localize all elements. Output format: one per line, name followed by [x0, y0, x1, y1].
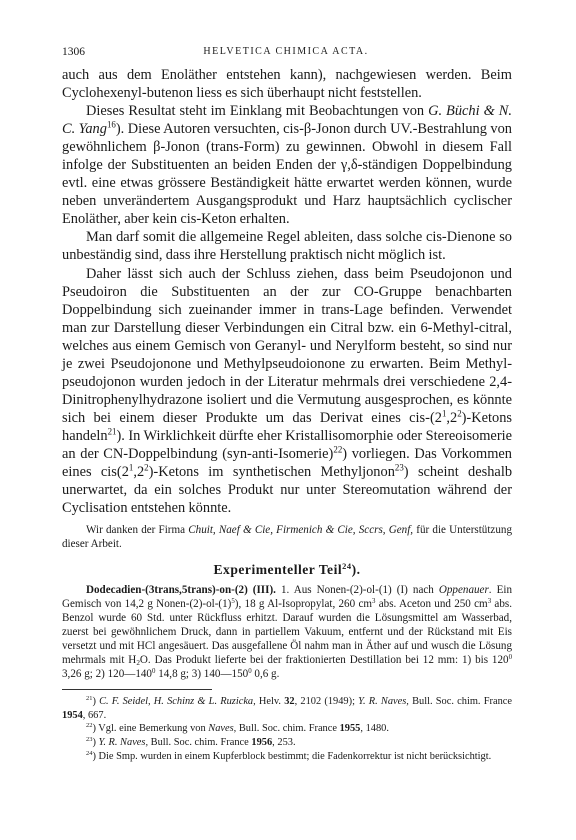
footnote-year: 1956	[251, 737, 273, 749]
paragraph-4-text-c: )-Ketons handeln	[62, 409, 512, 444]
footnote-22	[62, 722, 512, 736]
footnote-year: 1955	[339, 723, 361, 735]
footnote-ref-22: 22	[333, 444, 343, 455]
paragraph-3	[62, 228, 512, 264]
footnote-text: , 667.	[82, 709, 107, 721]
footnote-21	[62, 695, 512, 722]
footnote-text: Bull. Soc. chim. France	[236, 723, 340, 735]
article-body	[62, 66, 512, 763]
footnote-text: , 2102 (1949);	[294, 696, 359, 708]
experimental-text-a: 1. Aus Nonen-(2)-ol-(1) (I) nach	[275, 583, 439, 596]
experimental-paragraph	[62, 583, 512, 682]
superscript: 2	[457, 408, 462, 419]
footnote-23	[62, 736, 512, 750]
footnote-text: ) Die Smp. wurden in einem Kupferblock bestimmt; die Fadenkorrektur ist nicht berücksichtigt.	[92, 750, 492, 762]
footnote-authors: Naves,	[208, 723, 237, 735]
superscript: 3	[372, 597, 376, 605]
footnote-number: 23	[86, 736, 93, 744]
acknowledgement-text-b: für die Unterstützung dieser Arbeit.	[62, 524, 512, 551]
superscript: 3	[487, 597, 492, 605]
paragraph-1-text: auch aus dem Enoläther entstehen kann), nachgewiesen werden. Beim Cyclohexenyl-butenon liess es sich überhaupt nicht feststellen.	[62, 67, 512, 102]
paragraph-1	[62, 66, 512, 102]
section-title-text: Experimenteller Teil	[213, 561, 343, 577]
footnote-text: )	[92, 696, 100, 708]
paragraph-2-text-b: ). Diese Autoren versuchten, cis-β-Jonon durch UV.-Bestrahlung von gewöhnlichem β-Jonon (trans-Form) zu gewinnen. Obwohl in diesem Fall infolge der Substituenten an beiden Enden der γ,δ-ständigen Doppelbindung evtl. eine etwas grössere Beständigkeit hätte erwartet werden können, wurde neben unverändertem Ausgangsprodukt und Harz hauptsächlich cyclischer Enoläther, aber kein cis-Keton erhalten.	[62, 121, 512, 228]
footnote-text: Helv.	[255, 696, 285, 708]
footnote-ref-16: 16	[106, 119, 116, 130]
footnote-number: 22	[86, 722, 93, 730]
oppenauer-name: Oppenauer	[438, 583, 489, 596]
paragraph-4	[62, 265, 512, 518]
superscript: 1	[128, 462, 134, 473]
experimental-text-h: 14,8 g; 3) 140—150	[155, 668, 249, 681]
subscript: 2	[136, 658, 140, 667]
paragraph-4-text-h: ) scheint deshalb unerwartet, da ein solches Produkt nur unter Stereomutation während der Cyclisation entstehen könnte.	[62, 464, 513, 517]
paragraph-4-text-a: Daher lässt sich auch der Schluss ziehen, dass beim Pseudojonon und Pseudoiron die Substituenten an der zur CO-Gruppe benachbarten Doppelbindung sich zueinander immer in trans-Lage befinden. Verwendet man zur Darstellung dieser Verbindungen ein Citral bzw. ein 6-Methyl-citral, welches aus einem Gemisch von Geranyl- und Nerylform besteht, so sind nur je zwei Pseudojonone und Methylpseudoionone zu erwarten. Beim Methyl-pseudojonon wurden jedoch in der Literatur mehrmals drei verschiedene 2,4-Dinitrophenylhydrazone isoliert und die Vermutung ausgesprochen, es könnte sich bei einem dieser Produkte um das Derivat eines cis-(2	[62, 265, 512, 426]
experimental-text-f: O. Das Produkt lieferte bei der fraktionierten Destillation bei 12 mm: 1) bis 120	[139, 654, 509, 667]
footnote-ref-23: 23	[394, 462, 404, 473]
superscript: 2	[144, 462, 149, 473]
journal-title: HELVETICA CHIMICA ACTA.	[203, 46, 369, 57]
acknowledgement-firms: Chuit, Naef & Cie, Firmenich & Cie, Sccrs, Genf,	[188, 524, 414, 537]
section-heading	[62, 562, 512, 578]
paragraph-4-text-g: )-Ketons im synthetischen Methyljonon	[148, 464, 395, 481]
section-title-tail: ).	[351, 561, 361, 577]
acknowledgement-text-a: Wir danken der Firma	[86, 524, 189, 537]
footnote-24	[62, 750, 512, 764]
footnote-text: Bull. Soc. chim. France	[408, 696, 512, 708]
paragraph-4-text-d: ). In Wirklichkeit dürfte eher Kristallisomorphie oder Stereoisomerie an der CN-Doppelbindung (syn-anti-Isomerie)	[62, 427, 512, 462]
page-number: 1306	[62, 46, 85, 58]
paragraph-4-text-f: ,2	[133, 464, 145, 481]
degree-mark: 0	[248, 668, 252, 676]
footnote-text: ) Vgl. eine Bemerkung von	[92, 723, 209, 735]
paragraph-4-text-e: ) vorliegen. Das Vorkommen eines cis(2	[62, 445, 512, 481]
footnote-authors: Y. R. Naves,	[358, 696, 409, 708]
paragraph-2-text-a: Dieses Resultat steht im Einklang mit Beobachtungen von	[86, 103, 429, 120]
footnote-authors: Y. R. Naves,	[98, 737, 149, 749]
footnote-divider	[62, 689, 212, 690]
experimental-text-b: . Ein Gemisch von 14,2 g Nonen-(2)-ol-(1)	[62, 583, 513, 610]
superscript: 1	[441, 408, 447, 419]
experimental-text-c: ), 18 g Al-Isopropylat, 260 cm	[234, 597, 372, 610]
footnote-ref-21: 21	[107, 426, 117, 437]
acknowledgement	[62, 523, 512, 551]
footnote-ref-5: 5	[231, 597, 235, 605]
experimental-text-e: abs. Benzol wurde 60 Std. unter Rückfluss erhitzt. Darauf wurden die Lösungsmittel am Wasserbad, zuerst bei gewöhnlichem Druck, dann in partiellem Vakuum, entfernt und der Rückstand mit Eis versetzt und mit HCl angesäuert. Das ausgefallene Öl nahm man in Äther auf und wusch die Lösung mehrmals mit H	[62, 597, 512, 667]
footnote-volume: 32	[284, 696, 295, 708]
footnote-number: 24	[86, 749, 93, 757]
footnote-text: )	[92, 737, 99, 749]
experimental-text-g: 3,26 g; 2) 120—140	[62, 668, 152, 681]
experimental-text-d: abs. Aceton und 250 cm	[375, 597, 488, 610]
footnote-number: 21	[86, 695, 93, 703]
footnote-year: 1954	[62, 709, 83, 721]
cited-authors: G. Büchi & N. C. Yang	[62, 103, 512, 138]
paragraph-4-text-b: ,2	[446, 409, 458, 426]
paragraph-2	[62, 102, 512, 228]
running-header	[62, 46, 510, 60]
experimental-text-i: 0,6 g.	[251, 668, 280, 681]
paragraph-3-text: Man darf somit die allgemeine Regel ableiten, dass solche cis-Dienone so unbeständig sind, dass ihre Herstellung praktisch nicht möglich ist.	[62, 229, 512, 264]
footnote-text: Bull. Soc. chim. France	[148, 737, 252, 749]
footnote-ref-24: 24	[342, 560, 352, 571]
footnote-text: , 1480.	[360, 723, 389, 735]
footnote-text: , 253.	[272, 737, 296, 749]
degree-mark: 0	[508, 653, 512, 661]
footnote-authors: C. F. Seidel, H. Schinz & L. Ruzicka,	[99, 696, 256, 708]
degree-mark: 0	[151, 668, 156, 676]
compound-heading: Dodecadien-(3trans,5trans)-on-(2) (III).	[86, 583, 276, 596]
